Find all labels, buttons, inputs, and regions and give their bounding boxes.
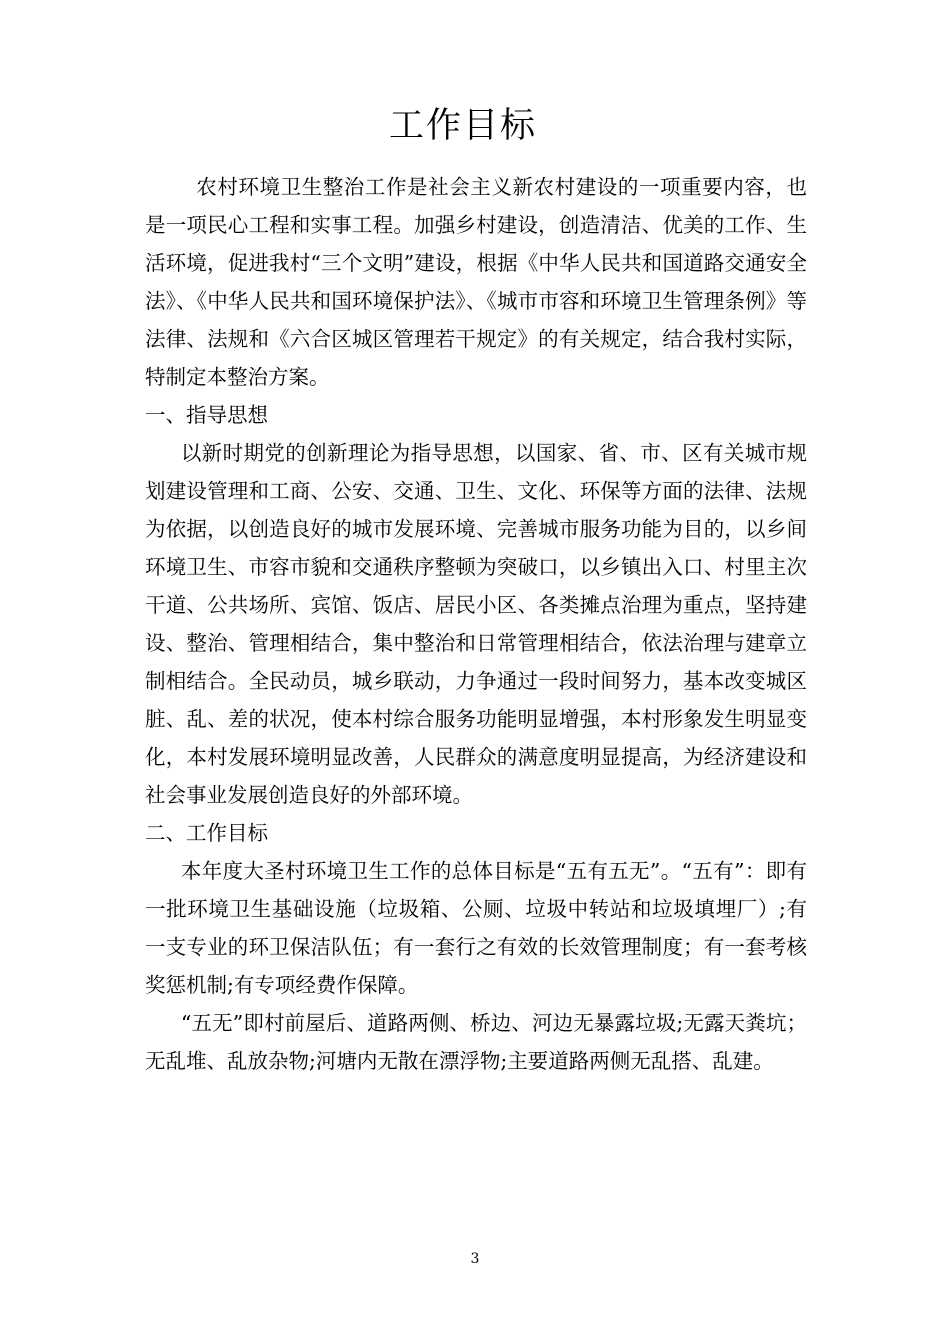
page-title bbox=[0, 103, 950, 149]
intro-paragraph: 农村环境卫生整治工作是社会主义新农村建设的一项重要内容，也是一项民心工程和实事工程。加强乡村建设，创造清洁、优美的工作、生活环境，促进我村“三个文明”建设，根据《中华人民共和国道路交通安全法》、《中华人民共和国环境保护法》、《城市市容和环境卫生管理条例》等法律、法规和《六合区城区管理若干规定》的有关规定，结合我村实际，特制定本整治方案。 bbox=[145, 175, 807, 389]
page-number: 3 bbox=[470, 1251, 480, 1267]
section-heading-guiding-ideology: 一、指导思想 bbox=[145, 403, 268, 427]
page-title-text: 工作目标 bbox=[388, 106, 537, 146]
five-nones-paragraph: “五无”即村前屋后、道路两侧、桥边、河边无暴露垃圾;无露天粪坑；无乱堆、乱放杂物;河塘内无散在漂浮物;主要道路两侧无乱搭、乱建。 bbox=[145, 1011, 807, 1073]
five-haves-paragraph: 本年度大圣村环境卫生工作的总体目标是“五有五无”。“五有”：即有一批环境卫生基础设施（垃圾箱、公厕、垃圾中转站和垃圾填埋厂）;有一支专业的环卫保洁队伍；有一套行之有效的长效管理制度；有一套考核奖惩机制;有专项经费作保障。 bbox=[145, 859, 807, 997]
section-heading-work-goals: 二、工作目标 bbox=[145, 821, 268, 845]
document-body bbox=[145, 168, 807, 1080]
guiding-ideology-paragraph: 以新时期党的创新理论为指导思想，以国家、省、市、区有关城市规划建设管理和工商、公安、交通、卫生、文化、环保等方面的法律、法规为依据，以创造良好的城市发展环境、完善城市服务功能为目的，以乡间环境卫生、市容市貌和交通秩序整顿为突破口，以乡镇出入口、村里主次干道、公共场所、宾馆、饭店、居民小区、各类摊点治理为重点，坚持建设、整治、管理相结合，集中整治和日常管理相结合，依法治理与建章立制相结合。全民动员，城乡联动，力争通过一段时间努力，基本改变城区脏、乱、差的状况，使本村综合服务功能明显增强，本村形象发生明显变化，本村发展环境明显改善，人民群众的满意度明显提高，为经济建设和社会事业发展创造良好的外部环境。 bbox=[145, 441, 807, 807]
